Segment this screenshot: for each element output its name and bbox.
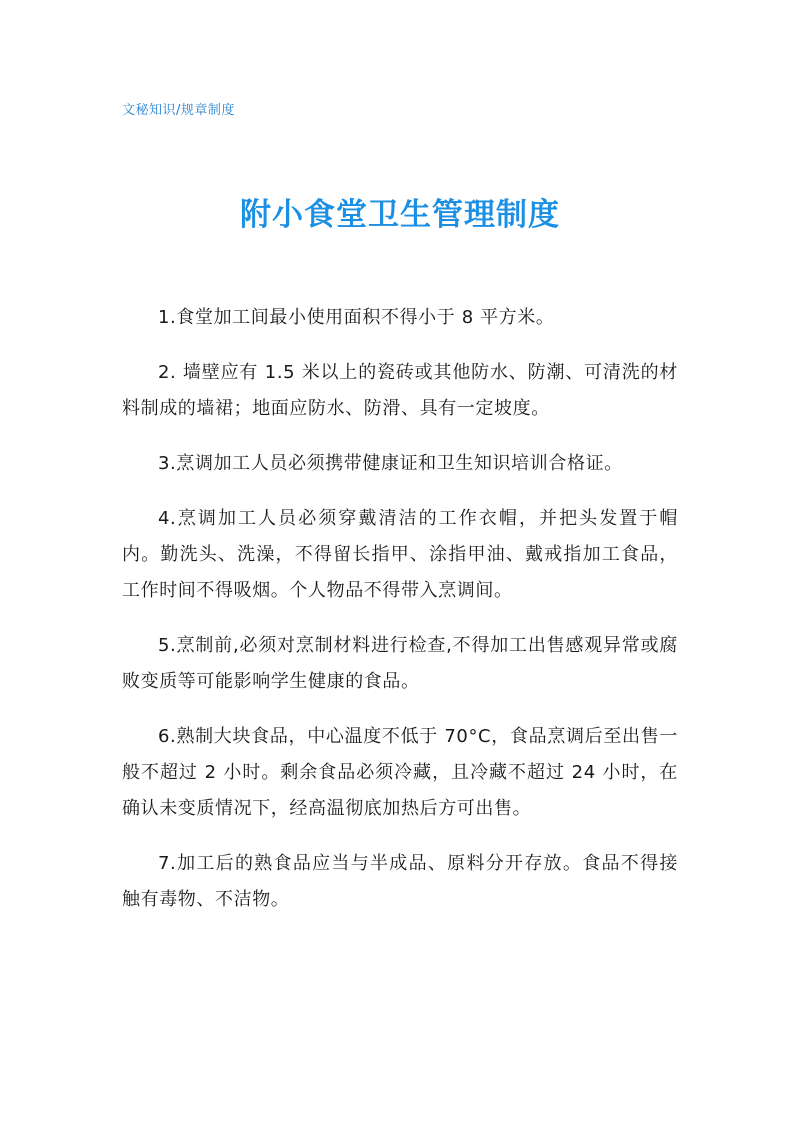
paragraph-6: 6.熟制大块食品，中心温度不低于 70°C，食品烹调后至出售一般不超过 2 小时。剩余食品必须冷藏，且冷藏不超过 24 小时，在确认未变质情况下，经高温彻底加热后方可出售。 [122, 726, 678, 819]
document-body [122, 300, 678, 937]
paragraph-3: 3.烹调加工人员必须携带健康证和卫生知识培训合格证。 [158, 453, 623, 474]
page-title: 附小食堂卫生管理制度 [240, 197, 560, 233]
breadcrumb[interactable]: 文秘知识/规章制度 [122, 103, 235, 118]
paragraph-7: 7.加工后的熟食品应当与半成品、原料分开存放。食品不得接触有毒物、不洁物。 [122, 853, 678, 910]
paragraph-2: 2. 墙壁应有 1.5 米以上的瓷砖或其他防水、防潮、可清洗的材料制成的墙裙；地面应防水、防滑、具有一定坡度。 [122, 362, 678, 419]
paragraph-4: 4.烹调加工人员必须穿戴清洁的工作衣帽，并把头发置于帽内。勤洗头、洗澡，不得留长指甲、涂指甲油、戴戒指加工食品，工作时间不得吸烟。个人物品不得带入烹调间。 [122, 508, 678, 601]
paragraph-5: 5.烹制前,必须对烹制材料进行检查,不得加工出售感观异常或腐败变质等可能影响学生健康的食品。 [122, 635, 678, 692]
paragraph-1: 1.食堂加工间最小使用面积不得小于 8 平方米。 [158, 307, 555, 328]
